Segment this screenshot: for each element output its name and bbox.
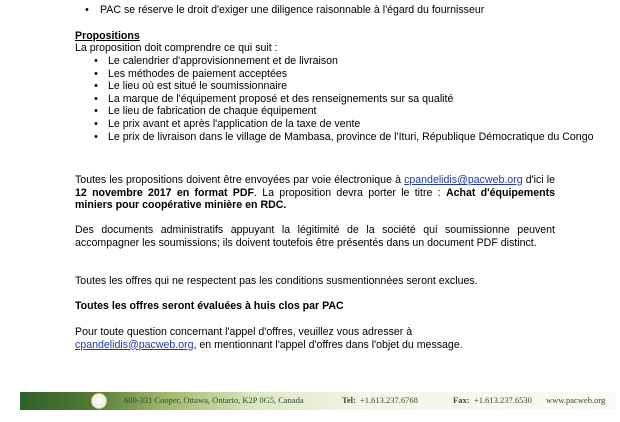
bullet-text: Le lieu où est situé le soumissionnaire	[108, 80, 288, 93]
bullet-text: La marque de l'équipement proposé et des renseignements sur sa qualité	[108, 92, 454, 105]
submission-text-2: d'ici le	[522, 174, 555, 186]
contact-text-2: , en mentionnant l'appel d'offres dans l'objet du message.	[193, 338, 463, 351]
bullet-icon: •	[94, 67, 98, 80]
footer-website-link[interactable]: www.pacweb.org	[546, 395, 606, 405]
exclusion-paragraph: Toutes les offres qui ne respectent pas les conditions susmentionnées seront exclues.	[75, 275, 478, 287]
bullet-text: Le calendrier d'approvisionnement et de livraison	[108, 55, 338, 67]
bullet-icon: •	[94, 130, 98, 143]
list-item	[75, 118, 595, 131]
list-item	[75, 93, 595, 106]
email-link[interactable]: cpandelidis@pacweb.org	[404, 174, 523, 186]
footer-tel-label: Tel:	[342, 395, 356, 405]
list-item	[75, 4, 595, 17]
propositions-list	[75, 55, 595, 143]
bullet-text: Le lieu de fabrication de chaque équipement	[108, 105, 317, 118]
footer-address: 600-331 Cooper, Ottawa, Ontario, K2P 0G5, Canada	[124, 395, 304, 405]
bullet-text: Le prix avant et après l'application de la taxe de vente	[108, 117, 361, 130]
section-intro: La proposition doit comprendre ce qui suit :	[75, 42, 278, 54]
bullet-icon: •	[94, 117, 98, 130]
contact-paragraph	[75, 326, 555, 351]
bullet-icon: •	[94, 55, 98, 67]
bullet-icon: •	[94, 80, 98, 93]
pac-logo-icon	[90, 392, 108, 410]
contact-text-1: Pour toute question concernant l'appel d'offres, veuillez vous adresser à	[75, 326, 413, 338]
bullet-icon: •	[85, 4, 89, 16]
email-link[interactable]: cpandelidis@pacweb.org	[75, 338, 194, 351]
bullet-text: Les méthodes de paiement acceptées	[108, 67, 288, 80]
footer-fax: +1.613.237.6530	[474, 395, 532, 405]
footer-fax-label: Fax:	[453, 395, 470, 405]
admin-documents-paragraph: Des documents administratifs appuyant la légitimité de la société qui soumissionne peuvent accompagner les soumissions; ils doivent toutefois être présentés dans un document PDF distinct.	[75, 224, 555, 249]
bullet-text: PAC se réserve le droit d'exiger une diligence raisonnable à l'égard du fournisseur	[100, 4, 485, 16]
evaluation-paragraph: Toutes les offres seront évaluées à huis clos par PAC	[75, 300, 344, 312]
top-bullet-block	[75, 4, 595, 17]
proposal-title-text: Achat d'équipements miniers pour coopérative minière en RDC.	[75, 186, 555, 212]
submission-paragraph	[75, 174, 555, 212]
section-title: Propositions	[75, 30, 140, 42]
submission-text-1: Toutes les propositions doivent être envoyées par voie électronique à	[75, 174, 405, 186]
deadline-text: 12 novembre 2017 en format PDF	[75, 186, 254, 199]
bullet-icon: •	[94, 92, 98, 105]
footer-tel: +1.613.237.6768	[360, 395, 418, 405]
list-item	[75, 80, 595, 93]
list-item	[75, 131, 595, 144]
submission-text-3: . La proposition devra porter le titre :	[253, 186, 446, 199]
bullet-icon: •	[94, 105, 98, 118]
list-item	[75, 55, 595, 68]
bullet-text: Le prix de livraison dans le village de Mambasa, province de l'Ituri, République Démocratique du Congo	[108, 130, 594, 143]
letterhead-footer	[20, 392, 616, 410]
list-item	[75, 68, 595, 81]
list-item	[75, 105, 595, 118]
